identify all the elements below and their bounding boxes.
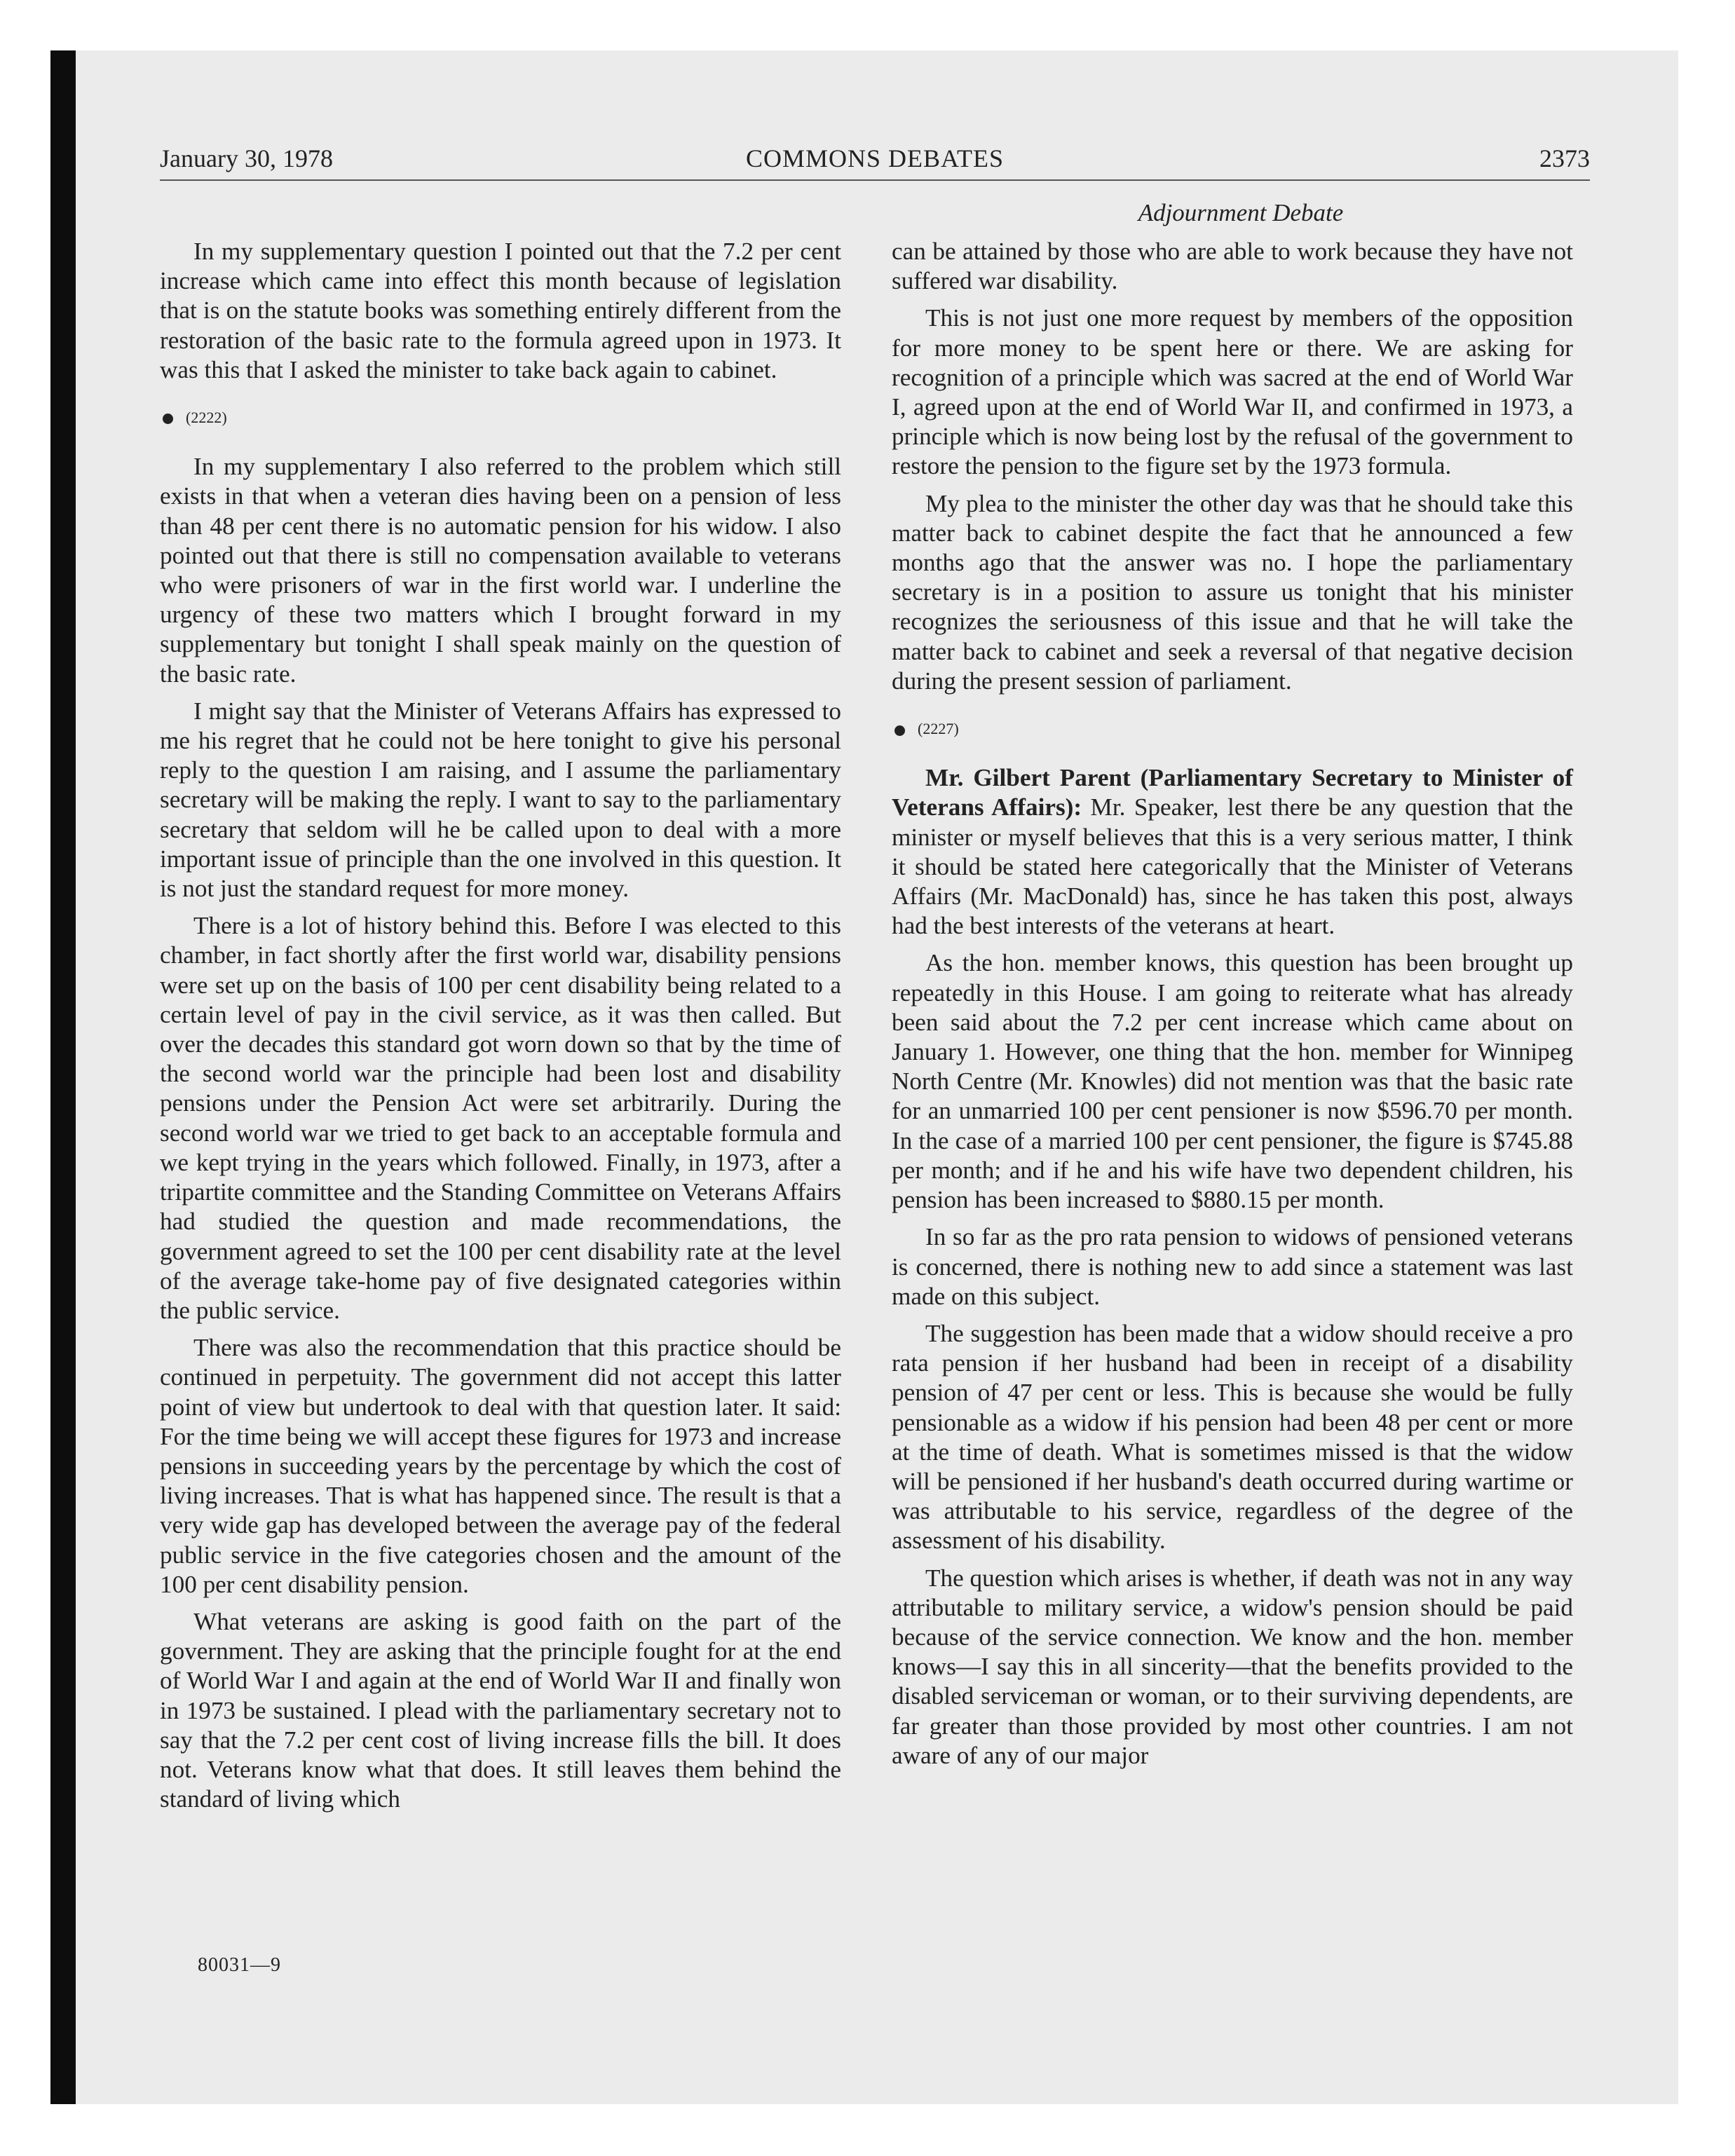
paragraph: This is not just one more request by members of the opposition for more money to be spent here or there. We are asking for recognition of a principle which was sacred at the end of World War I, agreed upon at the end of World War II, and confirmed in 1973, a principle which is now being lost by the refusal of the government to restore the pension to the figure set by the 1973 formula. xyxy=(892,304,1573,480)
header-rule xyxy=(160,179,1590,181)
footer-code: 80031—9 xyxy=(198,1954,281,1976)
time-marker xyxy=(894,714,1573,744)
paragraph: The question which arises is whether, if death was not in any way attributable to military service, a widow's pension should be paid because of the service connection. We know and the hon. member knows—I say this in all sincerity—that the benefits provided to the disabled serviceman or woman, or to their surviving dependents, are far greater than those provided by most other countries. I am not aware of any of our major xyxy=(892,1564,1573,1769)
section-title: Adjournment Debate xyxy=(1138,199,1344,226)
header-title: COMMONS DEBATES xyxy=(745,144,1005,172)
paragraph: In so far as the pro rata pension to widows of pensioned veterans is concerned, there is nothing new to add since a statement was last made on this subject. xyxy=(892,1223,1573,1310)
paragraph: As the hon. member knows, this question has been brought up repeatedly in this House. I am going to reiterate what has already been said about the 7.2 per cent increase which came about on January 1. However, one thing that the hon. member for Winnipeg North Centre (Mr. Knowles) did not mention was that the basic rate for an unmarried 100 per cent pensioner is now $596.70 per month. In the case of a married 100 per cent pensioner, the figure is $745.88 per month; and if he and his wife have two dependent children, his pension has been increased to $880.15 per month. xyxy=(892,949,1573,1214)
time-marker-label: (2222) xyxy=(186,409,227,427)
bullet-icon xyxy=(894,725,905,736)
header-date: January 30, 1978 xyxy=(160,144,333,172)
speaker-name: Mr. Gilbert Parent (Parliamentary Secretary to Minister of Veterans Affairs): xyxy=(892,764,1573,821)
paragraph: There was also the recommendation that this practice should be continued in perpetuity. The government did not accept this latter point of view but undertook to deal with that question later. It said: For the time being we will accept these figures for 1973 and increase pensions in succeeding years by the percentage by which the cost of living increases. That is what has happened since. The result is that a very wide gap has developed between the average pay of the federal public service in the five categories chosen and the amount of the 100 per cent disability pension. xyxy=(160,1334,841,1598)
time-marker xyxy=(163,403,841,432)
paragraph: The suggestion has been made that a widow should receive a pro rata pension if her husband had been in receipt of a disability pension of 47 per cent or less. This is because she would be fully pensionable as a widow if his pension had been 48 per cent or more at the time of death. What is sometimes missed is that the widow will be pensioned if her husband's death occurred during wartime or was attributable to his service, regardless of the degree of the assessment of his disability. xyxy=(892,1319,1573,1555)
time-marker-label: (2227) xyxy=(918,720,959,738)
paragraph: What veterans are asking is good faith on the part of the government. They are asking that the principle fought for at the end of World War I and again at the end of World War II and finally won in 1973 be sustained. I plead with the parliamentary secretary not to say that the 7.2 per cent cost of living increase fills the bill. It does not. Veterans know what that does. It still leaves them behind the standard of living which xyxy=(160,1607,841,1813)
paragraph: In my supplementary I also referred to the problem which still exists in that when a veteran dies having been on a pension of less than 48 per cent there is no automatic pension for his widow. I also pointed out that there is still no compensation available to veterans who were prisoners of war in the first world war. I underline the urgency of these two matters which I brought forward in my supplementary but tonight I shall speak mainly on the question of the basic rate. xyxy=(160,453,841,688)
paragraph: There is a lot of history behind this. Before I was elected to this chamber, in fact shortly after the first world war, disability pensions were set up on the basis of 100 per cent disability being related to a certain level of pay in the civil service, as it was then called. But over the decades this standard got worn down so that by the time of the second world war the principle had been lost and disability pensions under the Pension Act were set arbitrarily. During the second world war we tried to get back to an acceptable formula and we kept trying in the years which followed. Finally, in 1973, after a tripartite committee and the Standing Committee on Veterans Affairs had studied the question and made recommendations, the government agreed to set the 100 per cent disability rate at the level of the average take-home pay of five designated categories within the public service. xyxy=(160,912,841,1324)
paragraph: can be attained by those who are able to work because they have not suffered war disability. xyxy=(892,238,1573,295)
scan-edge-bar xyxy=(50,50,76,2104)
paragraph: My plea to the minister the other day was that he should take this matter back to cabinet despite the fact that he announced a few months ago that the answer was no. I hope the parliamentary secretary is in a position to assure us tonight that his minister recognizes the seriousness of this issue and that he will take the matter back to cabinet and seek a reversal of that negative decision during the present session of parliament. xyxy=(892,489,1573,695)
paragraph: In my supplementary question I pointed out that the 7.2 per cent increase which came into effect this month because of legislation that is on the statute books was something entirely different from the restoration of the basic rate to the formula agreed upon in 1973. It was this that I asked the minister to take back again to cabinet. xyxy=(160,238,841,383)
right-column xyxy=(892,237,1573,1778)
bullet-icon xyxy=(163,414,173,424)
left-column xyxy=(160,237,841,1822)
header-page-number: 2373 xyxy=(1539,144,1590,172)
speech-paragraph xyxy=(892,763,1573,941)
speech-text: Mr. Speaker, lest there be any question that the minister or myself believes that this is a very serious matter, I think it should be stated here categorically that the Minister of Veterans Affairs (Mr. MacDonald) has, since he has taken this post, always had the best interests of the veterans at heart. xyxy=(892,793,1573,940)
paragraph: I might say that the Minister of Veterans Affairs has expressed to me his regret that he could not be here tonight to give his personal reply to the question I am raising, and I assume the parliamentary secretary will be making the reply. I want to say to the parliamentary secretary that seldom will he be called upon to deal with a more important issue of principle than the one involved in this question. It is not just the standard request for more money. xyxy=(160,697,841,903)
